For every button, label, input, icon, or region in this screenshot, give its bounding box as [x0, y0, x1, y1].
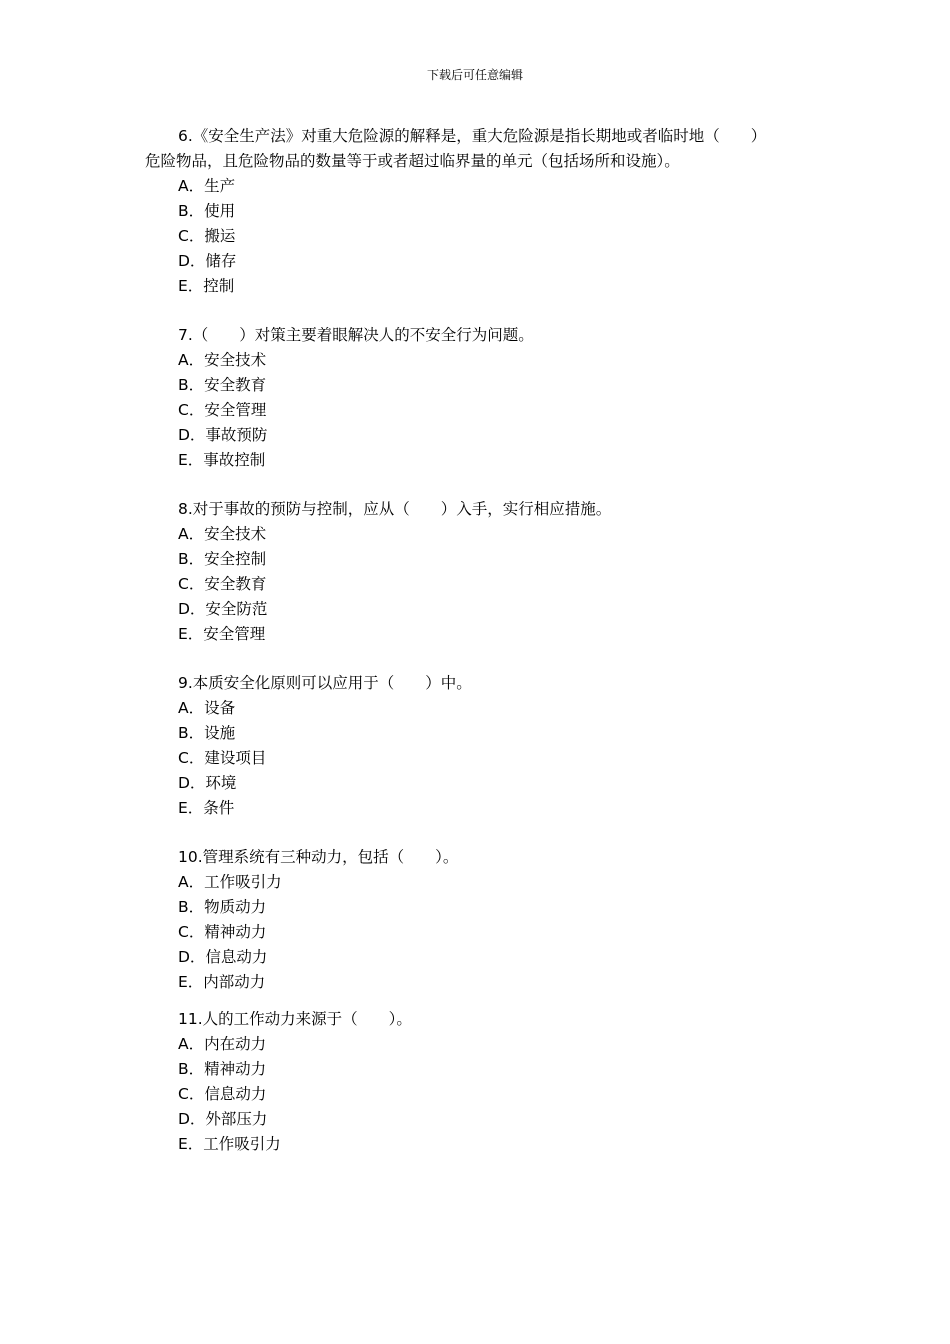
option-c: C．建设项目 [178, 749, 267, 767]
question-text: 11.人的工作动力来源于（ ）。 [178, 1010, 412, 1028]
option-a: A．设备 [178, 699, 236, 717]
option-c: C．信息动力 [178, 1085, 267, 1103]
option-e: E．事故控制 [178, 451, 266, 469]
option-e: E．内部动力 [178, 973, 266, 991]
option-c: C．精神动力 [178, 923, 267, 941]
option-e: E．工作吸引力 [178, 1135, 281, 1153]
option-d: D．信息动力 [178, 948, 268, 966]
question-10 [145, 845, 805, 995]
option-b: B．物质动力 [178, 898, 267, 916]
question-text: 9.本质安全化原则可以应用于（ ）中。 [178, 674, 472, 692]
option-d: D．事故预防 [178, 426, 268, 444]
option-a: A．内在动力 [178, 1035, 267, 1053]
option-c: C．安全管理 [178, 401, 267, 419]
question-text: 6.《安全生产法》对重大危险源的解释是，重大危险源是指长期地或者临时地（ ） [178, 127, 767, 145]
option-c: C．安全教育 [178, 575, 267, 593]
option-b: B．设施 [178, 724, 236, 742]
option-d: D．外部压力 [178, 1110, 268, 1128]
option-a: A．安全技术 [178, 525, 267, 543]
question-6 [145, 124, 805, 299]
option-b: B．安全控制 [178, 550, 267, 568]
option-e: E．条件 [178, 799, 235, 817]
question-text: 7.（ ）对策主要着眼解决人的不安全行为问题。 [178, 326, 534, 344]
option-d: D．安全防范 [178, 600, 268, 618]
option-d: D．储存 [178, 252, 237, 270]
option-b: B．安全教育 [178, 376, 267, 394]
option-d: D．环境 [178, 774, 237, 792]
question-text: 8.对于事故的预防与控制，应从（ ）入手，实行相应措施。 [178, 500, 612, 518]
option-a: A．生产 [178, 177, 236, 195]
option-e: E．安全管理 [178, 625, 266, 643]
question-7 [145, 323, 805, 473]
option-a: A．安全技术 [178, 351, 267, 369]
option-a: A．工作吸引力 [178, 873, 282, 891]
question-8 [145, 497, 805, 647]
option-c: C．搬运 [178, 227, 236, 245]
question-text: 10.管理系统有三种动力，包括（ ）。 [178, 848, 459, 866]
option-b: B．精神动力 [178, 1060, 267, 1078]
question-9 [145, 671, 805, 821]
question-11 [145, 1007, 805, 1157]
question-text-continued: 危险物品，且危险物品的数量等于或者超过临界量的单元（包括场所和设施）。 [145, 152, 680, 170]
question-list [145, 124, 805, 1157]
page-header: 下载后可任意编辑 [426, 68, 523, 82]
option-e: E．控制 [178, 277, 235, 295]
option-b: B．使用 [178, 202, 236, 220]
